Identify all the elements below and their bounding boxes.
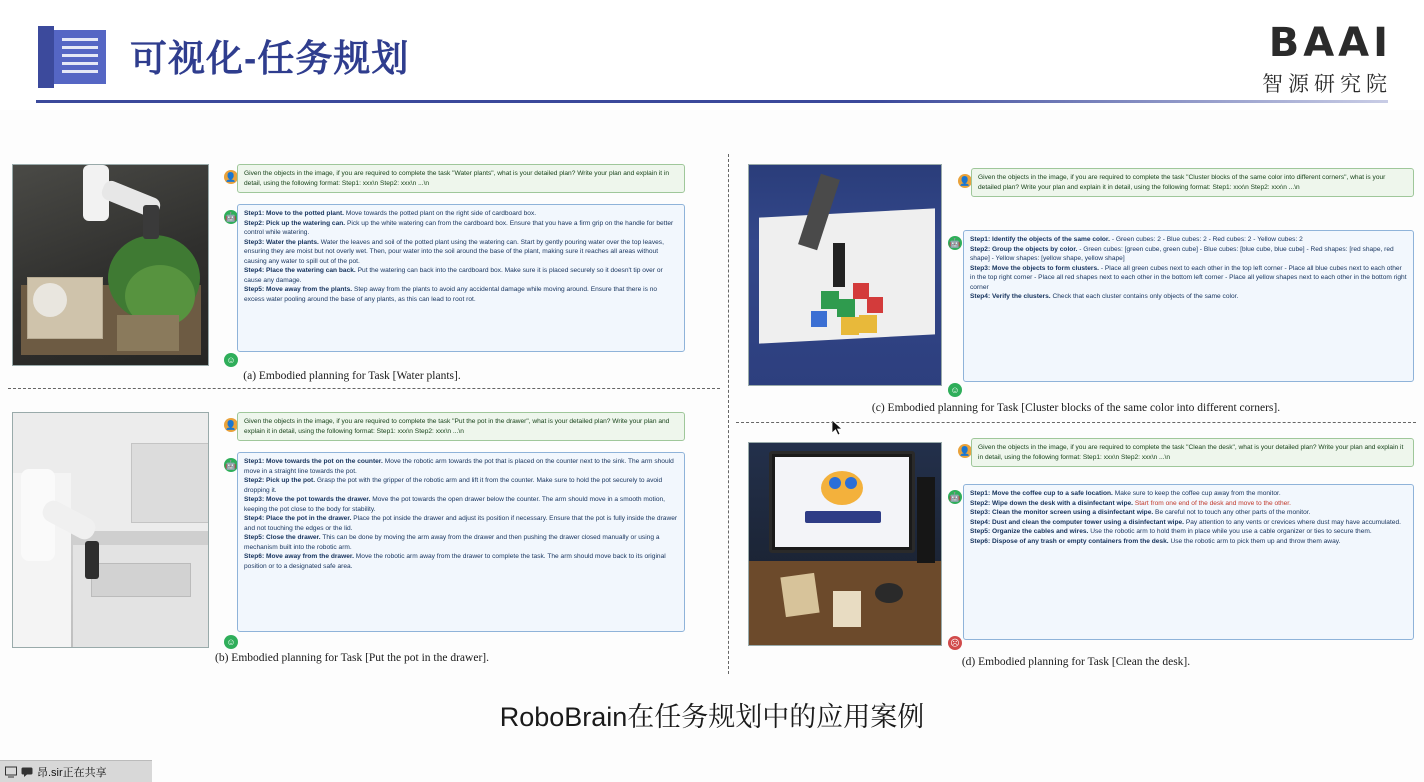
- book-icon: [38, 26, 106, 88]
- question-text-c: Given the objects in the image, if you are required to complete the task "Cluster blocks of the same color into different corners", what is your detailed plan? Write your plan and explain it in detail, using the following format: Step1: xxx\n Step2: xxx\n ...\n: [978, 174, 1386, 191]
- user-avatar-b: 👤: [224, 418, 238, 432]
- separator-vertical: [728, 154, 729, 674]
- question-text-d: Given the objects in the image, if you are required to complete the task "Clean the desk", what is your detailed plan? Write your plan and explain it in detail, using the following format: Step1: xxx\n Step2: xxx\n ...\n: [978, 444, 1404, 461]
- robot-arm-colored-blocks-photo: [748, 164, 942, 386]
- caption-b: (b) Embodied planning for Task [Put the pot in the drawer].: [215, 652, 489, 664]
- answer-bubble-a: [237, 204, 685, 352]
- answer-step: Step2: Wipe down the desk with a disinfectant wipe. Start from one end of the desk and move to the other.: [970, 499, 1291, 507]
- caption-c: (c) Embodied planning for Task [Cluster blocks of the same color into different corners].: [871, 402, 1281, 414]
- answer-step: Step1: Move towards the pot on the counter. Move the robotic arm towards the pot that is placed on the counter next to the sink. The arm should move in a straight line towards the pot.: [244, 458, 674, 475]
- answer-step: Step4: Place the pot in the drawer. Place the pot inside the drawer and adjust its position if necessary. Ensure that the pot is fully inside the drawer and not touching the edges or the lid.: [244, 515, 678, 532]
- caption-d: (d) Embodied planning for Task [Clean the desk].: [961, 656, 1191, 668]
- slide-footer-caption: RoboBrain在任务规划中的应用案例: [499, 702, 925, 732]
- figure-area: [0, 112, 1424, 712]
- chat-icon: [21, 766, 33, 778]
- user-avatar-d: 👤: [958, 444, 972, 458]
- logo-subtitle: 智源研究院: [1262, 73, 1392, 96]
- mouse-cursor-icon: [832, 420, 844, 436]
- answer-step: Step2: Pick up the watering can. Pick up the white watering can from the cardboard box. Ensure that you have a firm grip on the handle for better control while watering.: [244, 219, 674, 237]
- header-rule: [36, 100, 1388, 103]
- question-text-b: Given the objects in the image, if you are required to complete the task "Put the pot in the drawer", what is your detailed plan? Write your plan and explain it in detail, using the following format: Step1: xxx\n Step2: xxx\n ...\n: [244, 418, 670, 435]
- user-avatar-a: 👤: [224, 170, 238, 184]
- answer-bubble-d: [963, 484, 1414, 640]
- answer-bubble-b: [237, 452, 685, 632]
- answer-step: Step1: Move to the potted plant. Move towards the potted plant on the right side of cardboard box.: [244, 210, 537, 217]
- assistant-avatar-a: 🤖: [224, 210, 238, 224]
- answer-step: Step3: Move the pot towards the drawer. Move the pot towards the open drawer below the counter. The arm should move in a smooth motion, keeping the pot close to the body for stability.: [244, 496, 665, 513]
- answer-step: Step3: Move the objects to form clusters. - Place all green cubes next to each other in the top left corner - Place all blue cubes next to each other in the top right corner - Place all red shapes next to each other in the bottom left corner - Place all yellow shapes next to each other in the bottom right corner: [970, 264, 1407, 291]
- answer-step: Step1: Identify the objects of the same color. - Green cubes: 2 - Blue cubes: 2 - Red cubes: 2 - Yellow cubes: 2: [970, 236, 1303, 243]
- answer-step: Step4: Dust and clean the computer tower using a disinfectant wipe. Pay attention to any vents or crevices where dust may have accumulated.: [970, 518, 1401, 526]
- answer-step: Step6: Move away from the drawer. Move the robotic arm away from the drawer to complete the task. The arm should move back to its original position or to a designated safe area.: [244, 553, 666, 571]
- robot-arm-kitchen-drawer-photo: [12, 412, 209, 648]
- question-bubble-c: [971, 168, 1414, 197]
- assistant-status-c: ☺: [948, 383, 962, 397]
- answer-step: Step3: Water the plants. Water the leaves and soil of the potted plant using the watering can. Start by gently pouring water over the top leaves, ensuring they are moist but not overly wet. Then, pour water into the soil around the base of the plant, making sure it reaches all areas without causing any water to spill out of the pot.: [244, 238, 664, 265]
- baai-logo: [1262, 20, 1392, 98]
- user-avatar-c: 👤: [958, 174, 972, 188]
- answer-step: Step5: Move away from the plants. Step away from the plants to avoid any accidental damage while moving around. Ensure that there is no excess water pooling around the base of any plants, as this can lead to root rot.: [244, 286, 658, 303]
- assistant-avatar-b: 🤖: [224, 458, 238, 472]
- answer-step: Step5: Organize the cables and wires. Use the robotic arm to hold them in place while you use a cable organizer or ties to secure them.: [970, 528, 1372, 536]
- answer-step: Step2: Pick up the pot. Grasp the pot with the gripper of the robotic arm and lift it from the counter. Make sure to hold the pot securely to avoid dropping it.: [244, 477, 663, 494]
- page-title: 可视化-任务规划: [130, 38, 410, 79]
- screen-share-taskbar[interactable]: [0, 760, 152, 782]
- answer-bubble-c: [963, 230, 1414, 382]
- answer-step: Step6: Dispose of any trash or empty containers from the desk. Use the robotic arm to pick them up and throw them away.: [970, 537, 1341, 545]
- answer-step: Step1: Move the coffee cup to a safe location. Make sure to keep the coffee cup away from the monitor.: [970, 490, 1281, 497]
- answer-step: Step4: Place the watering can back. Put the watering can back into the cardboard box. Make sure it is placed securely so it doesn't tip over or cause any damage.: [244, 267, 663, 284]
- answer-step: Step2: Group the objects by color. - Green cubes: [green cube, green cube] - Blue cubes: [blue cube, blue cube] - Red shapes: [red shape, red shape] - Yellow shapes: [yellow shape, yellow shape]: [970, 245, 1394, 263]
- answer-step: Step5: Close the drawer. This can be done by moving the arm away from the drawer and then pushing the drawer closed manually or using a mechanism built into the robotic arm.: [244, 534, 660, 551]
- answer-step: Step3: Clean the monitor screen using a disinfectant wipe. Be careful not to touch any other parts of the monitor.: [970, 509, 1311, 517]
- slide-header: [0, 0, 1424, 110]
- assistant-avatar-c: 🤖: [948, 236, 962, 250]
- question-bubble-a: [237, 164, 685, 193]
- separator-horizontal-left: [8, 388, 720, 389]
- caption-a: (a) Embodied planning for Task [Water plants].: [243, 370, 461, 382]
- sharing-status-label: 昂.sir正在共享: [37, 766, 107, 779]
- question-bubble-d: [971, 438, 1414, 467]
- question-text-a: Given the objects in the image, if you are required to complete the task "Water plants", what is your detailed plan? Write your plan and explain it in detail, using the following format: Step1: xxx\n Step2: xxx\n ...\n: [244, 170, 670, 187]
- logo-wordmark: BAAI: [1268, 20, 1392, 66]
- assistant-status-d: ☹: [948, 636, 962, 650]
- question-bubble-b: [237, 412, 685, 441]
- assistant-avatar-d: 🤖: [948, 490, 962, 504]
- robobrain-monitor-desk-photo: [748, 442, 942, 646]
- robot-arm-watering-plants-photo: [12, 164, 209, 366]
- assistant-status-b: ☺: [224, 635, 238, 649]
- share-screen-icon: [5, 766, 17, 778]
- answer-step: Step4: Verify the clusters. Check that each cluster contains only objects of the same color.: [970, 293, 1239, 301]
- assistant-status-a: ☺: [224, 353, 238, 367]
